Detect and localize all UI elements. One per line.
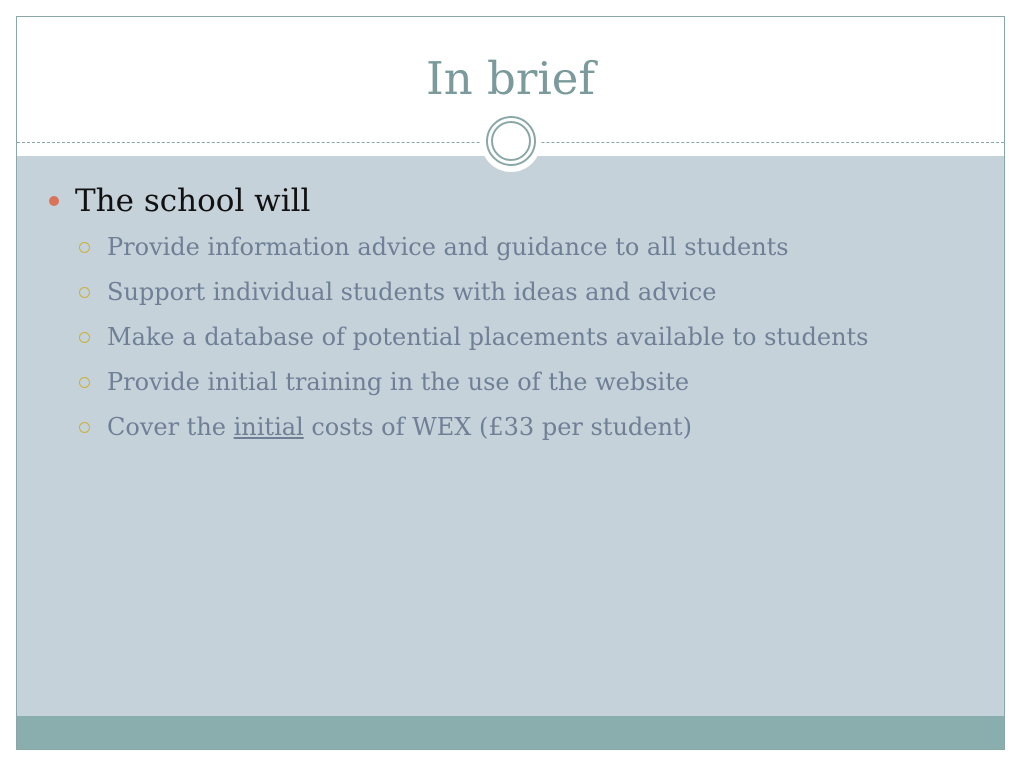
sub-bullet-item	[45, 270, 995, 315]
sub-bullet-text: Provide information advice and guidance to all students	[107, 233, 789, 261]
sub-bullet-text-before: Cover the	[107, 413, 234, 441]
sub-bullet-text: Support individual students with ideas and advice	[107, 278, 717, 306]
bullet-list	[45, 179, 995, 450]
hollow-circle-bullet-icon	[79, 287, 90, 298]
footer-band	[17, 716, 1004, 750]
sub-bullet-item	[45, 315, 995, 360]
hollow-circle-bullet-icon	[79, 242, 90, 253]
sub-bullet-text-after: costs of WEX (£33 per student)	[303, 413, 692, 441]
sub-bullet-item	[45, 225, 995, 270]
sub-bullet-underlined-word: initial	[233, 413, 304, 441]
sub-bullet-item	[45, 360, 995, 405]
level1-bullet-item	[45, 179, 995, 223]
hollow-circle-bullet-icon	[79, 332, 90, 343]
slide-title: In brief	[425, 52, 596, 105]
level1-bullet-text: The school will	[75, 183, 311, 219]
slide	[16, 16, 1005, 750]
sub-bullet-item	[45, 405, 995, 450]
filled-dot-bullet-icon	[49, 196, 59, 206]
hollow-circle-bullet-icon	[79, 377, 90, 388]
sub-bullet-text: Provide initial training in the use of the website	[107, 368, 690, 396]
inner-circle-ornament-icon	[491, 121, 531, 161]
sub-bullet-text: Make a database of potential placements available to students	[107, 323, 869, 351]
hollow-circle-bullet-icon	[79, 422, 90, 433]
